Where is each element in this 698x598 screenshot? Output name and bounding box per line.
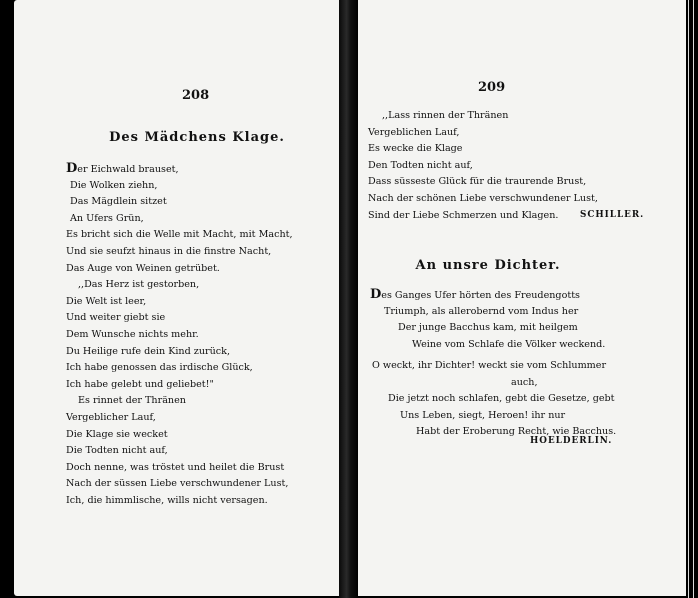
poem-line: Nach der süssen Liebe verschwundener Lust, bbox=[66, 478, 289, 490]
poem-title-right: An unsre Dichter. bbox=[415, 258, 561, 273]
poem-stanza-2-right bbox=[372, 358, 616, 441]
poem-line: Ich, die himmlische, wills nicht versagen. bbox=[66, 494, 268, 506]
poem-line: Habt der Eroberung Recht, wie Bacchus. bbox=[416, 426, 617, 438]
poem-line: Es rinnet der Thränen bbox=[78, 395, 186, 407]
drop-cap: D bbox=[66, 161, 78, 176]
poem-line: Vergeblicher Lauf, bbox=[66, 411, 156, 423]
page-number-left: 208 bbox=[182, 88, 210, 103]
poem-line: Die Welt ist leer, bbox=[66, 295, 147, 307]
poem-line: Sind der Liebe Schmerzen und Klagen. bbox=[368, 209, 559, 221]
poem-line: Weine vom Schlafe die Völker weckend. bbox=[412, 338, 606, 350]
poem-line: Uns Leben, siegt, Heroen! ihr nur bbox=[400, 409, 566, 421]
poem-line: ,,Das Herz ist gestorben, bbox=[78, 279, 200, 291]
poem-line: Dass süsseste Glück für die traurende Brust, bbox=[368, 176, 587, 188]
poem-line: Ich habe genossen das irdische Glück, bbox=[66, 362, 253, 374]
poem-line: Des Ganges Ufer hörten des Freudengotts bbox=[370, 287, 580, 302]
poem-line: Ich habe gelebt und geliebet!" bbox=[66, 378, 214, 390]
poem-line: Doch nenne, was tröstet und heilet die Brust bbox=[66, 461, 285, 473]
poem-line: Die Klage sie wecket bbox=[66, 428, 168, 440]
poem-body-left bbox=[60, 161, 293, 509]
poem-line: O weckt, ihr Dichter! weckt sie vom Schlummer bbox=[372, 360, 607, 371]
author-hoelderlin: HOELDERLIN. bbox=[530, 436, 613, 446]
page-edge-stack bbox=[686, 0, 698, 598]
poem-line: Das Mägdlein sitzet bbox=[70, 196, 167, 208]
poem-line: Die Todten nicht auf, bbox=[66, 445, 168, 457]
poem-continuation-right bbox=[368, 108, 598, 224]
poem-title-left: Des Mädchens Klage. bbox=[109, 130, 285, 145]
book-gutter bbox=[339, 0, 358, 598]
poem-line: Es wecke die Klage bbox=[368, 143, 463, 155]
poem-line: Es bricht sich die Welle mit Macht, mit Macht, bbox=[66, 229, 293, 241]
author-schiller: SCHILLER. bbox=[580, 210, 645, 220]
poem-line: Das Auge von Weinen getrübet. bbox=[66, 262, 220, 274]
poem-line: Triumph, als allerobernd vom Indus her bbox=[384, 305, 579, 317]
poem-line: auch, bbox=[511, 376, 538, 388]
poem-line: An Ufers Grün, bbox=[70, 212, 144, 224]
poem-line: Die Wolken ziehn, bbox=[70, 179, 158, 191]
poem-line: Und weiter giebt sie bbox=[66, 312, 166, 324]
page-number-right: 209 bbox=[478, 80, 506, 95]
poem-line: ,,Lass rinnen der Thränen bbox=[382, 110, 509, 121]
poem-line: Du Heilige rufe dein Kind zurück, bbox=[66, 345, 231, 357]
right-page bbox=[358, 0, 686, 596]
poem-stanza-1-right bbox=[370, 287, 605, 353]
poem-line: Und sie seufzt hinaus in die finstre Nacht, bbox=[66, 245, 272, 257]
left-page bbox=[14, 0, 339, 596]
poem-line: Vergeblichen Lauf, bbox=[368, 126, 460, 138]
poem-line: Der Eichwald brauset, bbox=[66, 161, 179, 176]
poem-line: Die jetzt noch schlafen, gebt die Gesetze, gebt bbox=[388, 393, 615, 405]
poem-line: Den Todten nicht auf, bbox=[368, 159, 473, 171]
poem-line: Dem Wunsche nichts mehr. bbox=[66, 328, 199, 340]
poem-line: Der junge Bacchus kam, mit heilgem bbox=[398, 322, 578, 334]
poem-line: Nach der schönen Liebe verschwundener Lust, bbox=[368, 192, 598, 204]
drop-cap: D bbox=[370, 287, 382, 302]
